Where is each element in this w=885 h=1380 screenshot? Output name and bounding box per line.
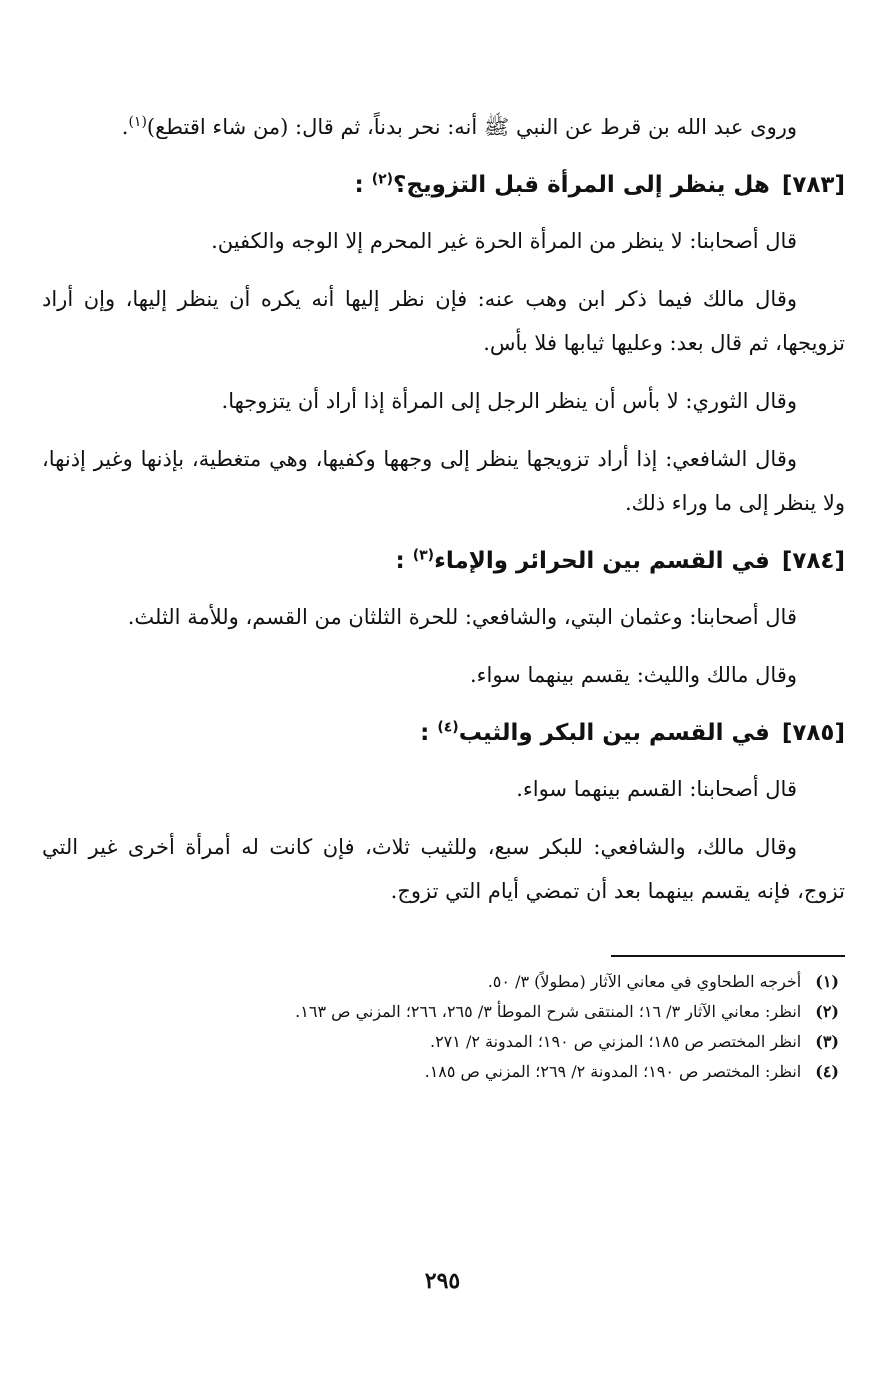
- section-heading: [42, 711, 845, 755]
- footnote-number: (٢): [815, 1002, 839, 1021]
- paragraph-text: وروى عبد الله بن قرط عن النبي ﷺ أنه: نحر بدناً، ثم قال: (من شاء اقتطع): [146, 115, 797, 139]
- paragraph: [42, 825, 845, 913]
- section-number: [٧٨٥]: [781, 720, 845, 746]
- paragraph: [42, 595, 845, 639]
- footnote-text: انظر: المختصر ص ١٩٠؛ المدونة ٢/ ٢٦٩؛ المزني ص ١٨٥.: [424, 1062, 802, 1081]
- heading-colon: :: [354, 172, 364, 198]
- paragraph-text: قال أصحابنا: وعثمان البتي، والشافعي: للحرة الثلثان من القسم، وللأمة الثلث.: [127, 605, 797, 629]
- footnote: [42, 997, 839, 1027]
- footnote-number: (٤): [815, 1062, 839, 1081]
- paragraph: [42, 277, 845, 365]
- footnote-text: انظر: معاني الآثار ٣/ ١٦؛ المنتقى شرح الموطأ ٣/ ٢٦٥، ٢٦٦؛ المزني ص ١٦٣.: [295, 1002, 802, 1021]
- heading-colon: :: [395, 548, 405, 574]
- heading-colon: :: [420, 720, 430, 746]
- section-title: في القسم بين البكر والثيب: [458, 720, 770, 746]
- section-number: [٧٨٣]: [781, 172, 845, 198]
- paragraph: [42, 767, 845, 811]
- footnote-ref[interactable]: (٣): [412, 547, 435, 564]
- footnotes: [42, 967, 845, 1087]
- paragraph: [42, 437, 845, 525]
- paragraph-text: وقال الثوري: لا بأس أن ينظر الرجل إلى المرأة إذا أراد أن يتزوجها.: [221, 389, 797, 413]
- section-title: هل ينظر إلى المرأة قبل التزويج؟: [393, 172, 770, 198]
- footnote-ref[interactable]: (١): [128, 114, 147, 130]
- footnote-number: (١): [815, 972, 839, 991]
- footnote-text: أخرجه الطحاوي في معاني الآثار (مطولاً) ٣/ ٥٠.: [487, 972, 802, 991]
- paragraph-text: قال أصحابنا: لا ينظر من المرأة الحرة غير المحرم إلا الوجه والكفين.: [211, 229, 797, 253]
- page-number: ٢٩٥: [424, 1268, 461, 1294]
- paragraph-tail: .: [121, 115, 129, 139]
- body-text: [42, 105, 845, 913]
- section-heading: [42, 163, 845, 207]
- section-heading: [42, 539, 845, 583]
- paragraph: [42, 379, 845, 423]
- footnote-ref[interactable]: (٤): [437, 719, 459, 736]
- footnote-number: (٣): [815, 1032, 839, 1051]
- paragraph-text: وقال الشافعي: إذا أراد تزويجها ينظر إلى وجهها وكفيها، وهي متغطية، بإذنها وغير إذنها، ولا ينظر إلى ما وراء ذلك.: [42, 447, 845, 515]
- paragraph-text: وقال مالك فيما ذكر ابن وهب عنه: فإن نظر إليها أنه يكره أن ينظر إليها، وإن أراد تزويجها، ثم قال بعد: وعليها ثيابها فلا بأس.: [42, 287, 845, 355]
- section-number: [٧٨٤]: [781, 548, 845, 574]
- paragraph-text: وقال مالك، والشافعي: للبكر سبع، وللثيب ثلاث، فإن كانت له أمرأة أخرى غير التي تزوج، فإنه يقسم بينهما بعد أن تمضي أيام التي تزوج.: [42, 835, 845, 903]
- footnote: [42, 1057, 839, 1087]
- footnote-divider: [611, 955, 845, 957]
- paragraph-text: وقال مالك والليث: يقسم بينهما سواء.: [469, 663, 797, 687]
- section-title: في القسم بين الحرائر والإماء: [434, 548, 770, 574]
- footnote: [42, 1027, 839, 1057]
- footnote-ref[interactable]: (٢): [371, 171, 394, 188]
- paragraph: [42, 219, 845, 263]
- paragraph-text: قال أصحابنا: القسم بينهما سواء.: [516, 777, 797, 801]
- footnote: [42, 967, 839, 997]
- footnote-text: انظر المختصر ص ١٨٥؛ المزني ص ١٩٠؛ المدونة ٢/ ٢٧١.: [429, 1032, 802, 1051]
- paragraph: [42, 653, 845, 697]
- paragraph: [42, 105, 845, 149]
